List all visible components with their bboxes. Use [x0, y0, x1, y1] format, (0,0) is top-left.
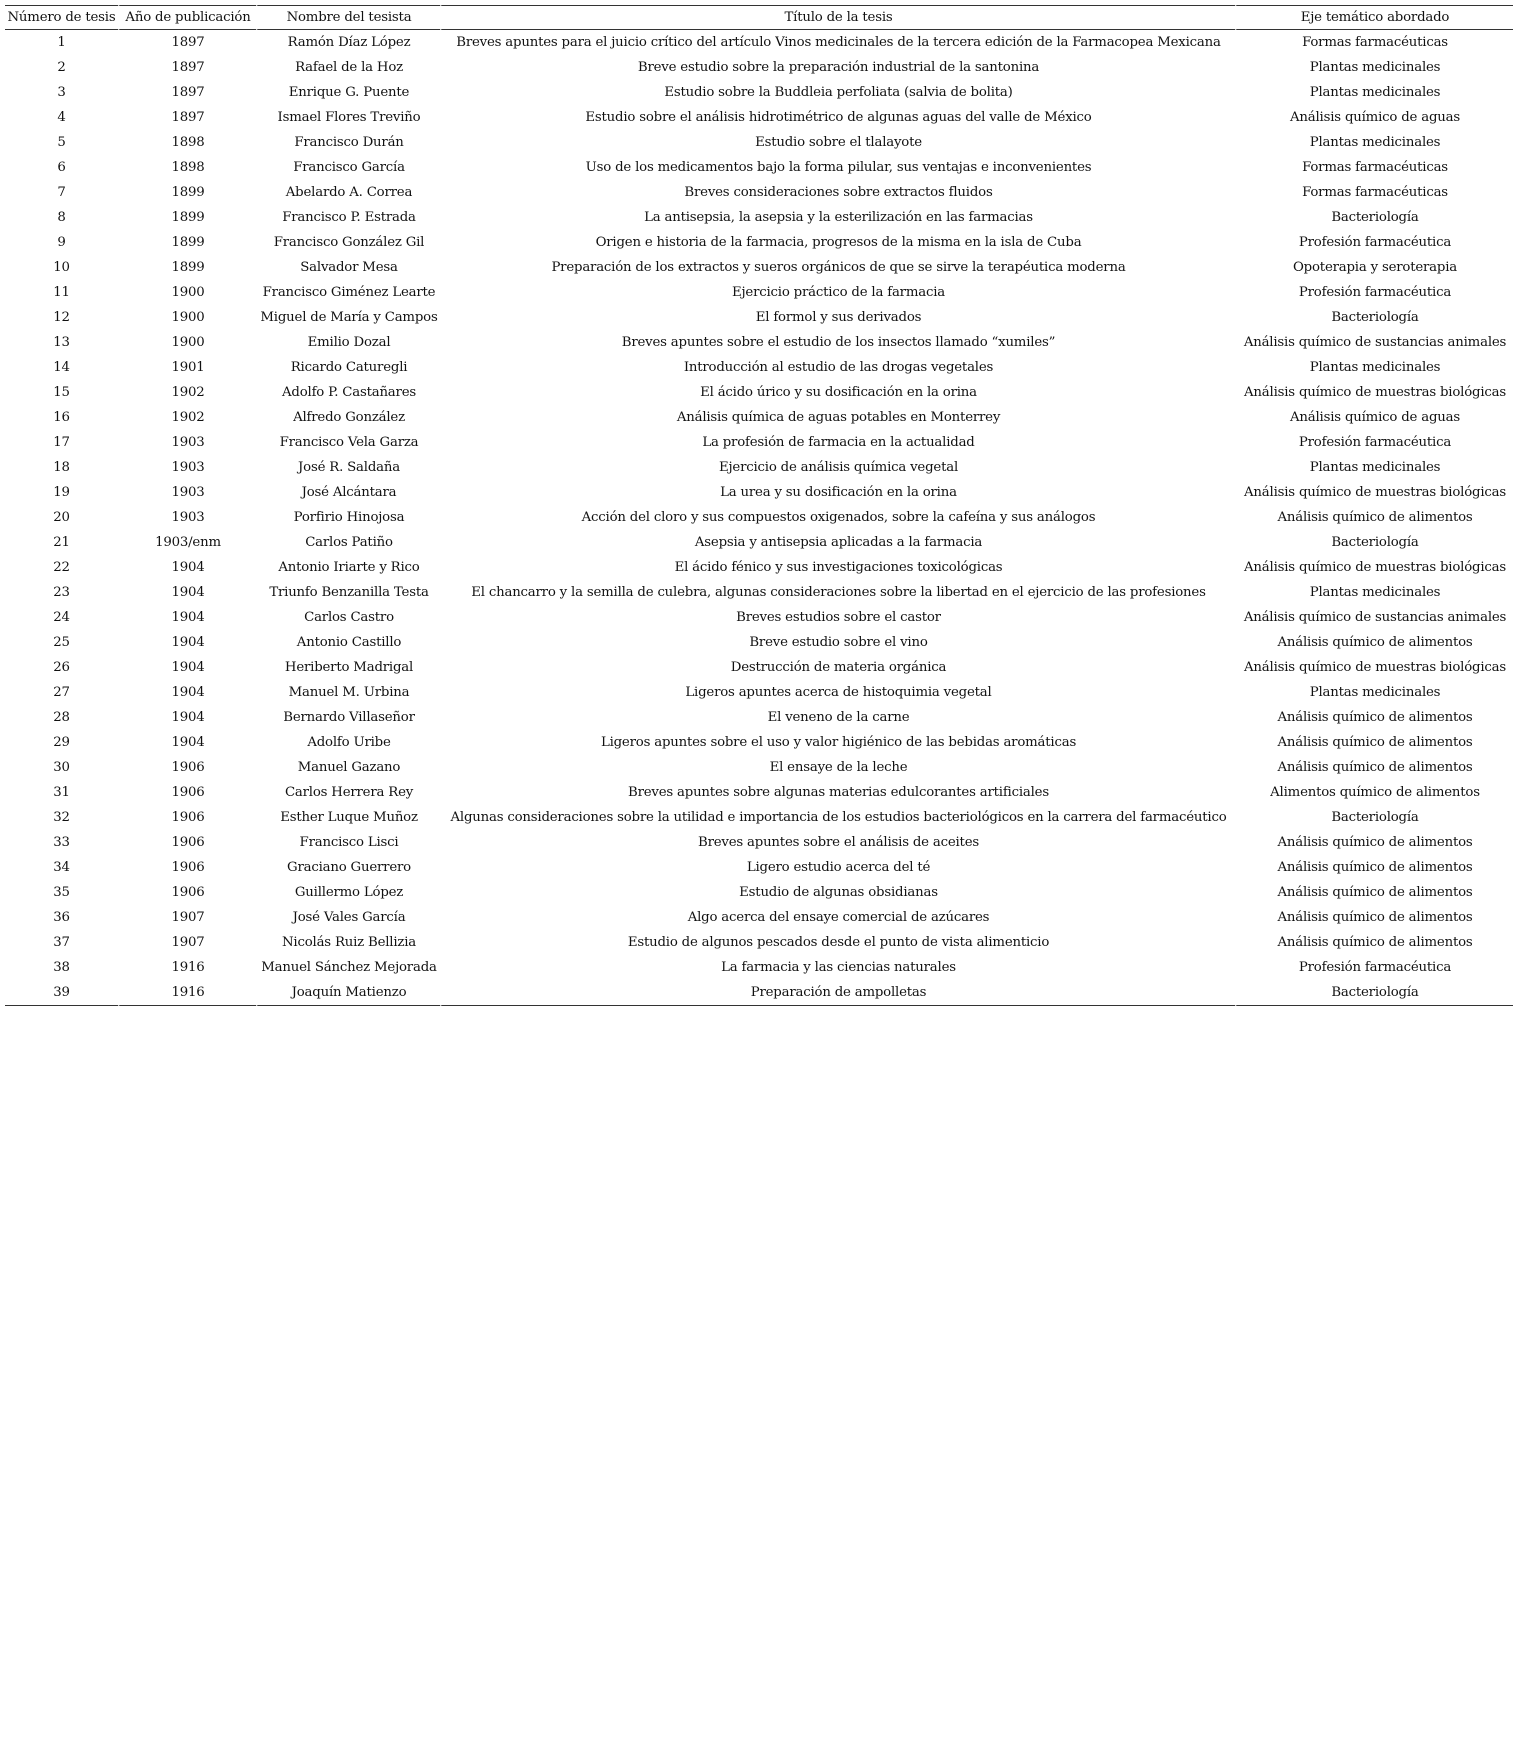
cell-thesis-title: La urea y su dosificación en la orina: [440, 480, 1235, 505]
cell-publication-year: 1902: [118, 405, 256, 430]
cell-author-name: Rafael de la Hoz: [256, 55, 440, 80]
cell-thesis-title: Estudio sobre el tlalayote: [440, 130, 1235, 155]
cell-publication-year: 1916: [118, 980, 256, 1006]
cell-thesis-number: 1: [57, 35, 66, 50]
cell-author-name: Francisco Durán: [256, 130, 440, 155]
cell-publication-year: 1899: [118, 180, 256, 205]
cell-thesis-title: La antisepsia, la asepsia y la esterilización en las farmacias: [440, 205, 1235, 230]
table-row: [5, 455, 1513, 480]
cell-thesis-number: 16: [53, 410, 70, 425]
table-row: [5, 305, 1513, 330]
cell-thesis-title: El ácido fénico y sus investigaciones toxicológicas: [440, 555, 1235, 580]
cell-author-name: Guillermo López: [256, 880, 440, 905]
cell-thesis-number: 12: [53, 310, 70, 325]
cell-thematic-axis: Análisis químico de alimentos: [1235, 930, 1513, 955]
cell-thematic-axis: Plantas medicinales: [1235, 355, 1513, 380]
cell-publication-year: 1903: [118, 455, 256, 480]
header-thematic-axis: Eje temático abordado: [1235, 5, 1513, 30]
table-row: [5, 505, 1513, 530]
cell-thematic-axis: Análisis químico de alimentos: [1235, 880, 1513, 905]
table-row: [5, 780, 1513, 805]
cell-publication-year: 1902: [118, 380, 256, 405]
cell-author-name: Adolfo Uribe: [256, 730, 440, 755]
cell-publication-year: 1903/enm: [118, 530, 256, 555]
cell-thesis-number: 38: [53, 960, 70, 975]
cell-thematic-axis: Alimentos químico de alimentos: [1235, 780, 1513, 805]
cell-thesis-number: 33: [53, 835, 70, 850]
cell-author-name: Manuel Sánchez Mejorada: [256, 955, 440, 980]
cell-thesis-number: 18: [53, 460, 70, 475]
header-author-name: Nombre del tesista: [256, 5, 440, 30]
cell-thematic-axis: Profesión farmacéutica: [1235, 230, 1513, 255]
cell-thematic-axis: Análisis químico de alimentos: [1235, 830, 1513, 855]
cell-publication-year: 1900: [118, 330, 256, 355]
cell-thematic-axis: Análisis químico de muestras biológicas: [1235, 555, 1513, 580]
table-row: [5, 830, 1513, 855]
cell-thematic-axis: Análisis químico de aguas: [1235, 105, 1513, 130]
cell-thesis-title: La profesión de farmacia en la actualidad: [440, 430, 1235, 455]
cell-publication-year: 1904: [118, 730, 256, 755]
cell-publication-year: 1916: [118, 955, 256, 980]
cell-thesis-title: Preparación de los extractos y sueros orgánicos de que se sirve la terapéutica moderna: [440, 255, 1235, 280]
cell-thematic-axis: Análisis químico de sustancias animales: [1235, 330, 1513, 355]
cell-thesis-number: 11: [53, 285, 70, 300]
cell-thematic-axis: Plantas medicinales: [1235, 580, 1513, 605]
cell-thesis-number: 30: [53, 760, 70, 775]
table-row: [5, 430, 1513, 455]
table-row: [5, 855, 1513, 880]
cell-thesis-title: Breves apuntes sobre el análisis de aceites: [440, 830, 1235, 855]
cell-thematic-axis: Plantas medicinales: [1235, 130, 1513, 155]
cell-thesis-title: Asepsia y antisepsia aplicadas a la farmacia: [440, 530, 1235, 555]
cell-thematic-axis: Plantas medicinales: [1235, 680, 1513, 705]
table-row: [5, 480, 1513, 505]
cell-author-name: Enrique G. Puente: [256, 80, 440, 105]
cell-thematic-axis: Formas farmacéuticas: [1235, 155, 1513, 180]
cell-author-name: José R. Saldaña: [256, 455, 440, 480]
cell-thesis-title: Estudio de algunas obsidianas: [440, 880, 1235, 905]
cell-thesis-number: 8: [57, 210, 66, 225]
cell-author-name: Abelardo A. Correa: [256, 180, 440, 205]
cell-thesis-number: 24: [53, 610, 70, 625]
cell-author-name: Joaquín Matienzo: [256, 980, 440, 1006]
cell-author-name: Francisco Vela Garza: [256, 430, 440, 455]
cell-thematic-axis: Profesión farmacéutica: [1235, 430, 1513, 455]
cell-thesis-title: Breves apuntes sobre el estudio de los insectos llamado “xumiles”: [440, 330, 1235, 355]
header-publication-year: Año de publicación: [118, 5, 256, 30]
cell-author-name: Antonio Castillo: [256, 630, 440, 655]
cell-thesis-title: Breves apuntes para el juicio crítico del artículo Vinos medicinales de la tercera edición de la Farmacopea Mexicana: [440, 30, 1235, 55]
cell-thesis-number: 7: [57, 185, 66, 200]
cell-publication-year: 1903: [118, 480, 256, 505]
cell-author-name: Emilio Dozal: [256, 330, 440, 355]
cell-publication-year: 1898: [118, 155, 256, 180]
cell-publication-year: 1906: [118, 880, 256, 905]
cell-thesis-number: 37: [53, 935, 70, 950]
cell-thematic-axis: Bacteriología: [1235, 805, 1513, 830]
cell-thematic-axis: Opoterapia y seroterapia: [1235, 255, 1513, 280]
table-body: [5, 30, 1513, 1006]
table-row: [5, 255, 1513, 280]
cell-thesis-number: 28: [53, 710, 70, 725]
cell-author-name: José Vales García: [256, 905, 440, 930]
table-row: [5, 730, 1513, 755]
cell-publication-year: 1906: [118, 830, 256, 855]
cell-author-name: Francisco Giménez Learte: [256, 280, 440, 305]
cell-publication-year: 1898: [118, 130, 256, 155]
cell-thesis-title: Algunas consideraciones sobre la utilidad e importancia de los estudios bacteriológicos en la carrera del farmacéutico: [440, 805, 1235, 830]
header-thesis-number: Número de tesis: [5, 5, 118, 30]
table-row: [5, 230, 1513, 255]
cell-publication-year: 1899: [118, 255, 256, 280]
cell-thesis-title: Destrucción de materia orgánica: [440, 655, 1235, 680]
cell-author-name: Graciano Guerrero: [256, 855, 440, 880]
table-row: [5, 930, 1513, 955]
table-row: [5, 555, 1513, 580]
table-row: [5, 705, 1513, 730]
cell-thesis-number: 36: [53, 910, 70, 925]
table-row: [5, 155, 1513, 180]
cell-thesis-title: El chancarro y la semilla de culebra, algunas consideraciones sobre la libertad en el ejercicio de las profesiones: [440, 580, 1235, 605]
cell-publication-year: 1903: [118, 505, 256, 530]
cell-publication-year: 1907: [118, 930, 256, 955]
cell-thematic-axis: Análisis químico de muestras biológicas: [1235, 380, 1513, 405]
table-header-row: [5, 5, 1513, 30]
table-row: [5, 405, 1513, 430]
cell-thesis-number: 22: [53, 560, 70, 575]
cell-thematic-axis: Plantas medicinales: [1235, 55, 1513, 80]
cell-thesis-title: Análisis química de aguas potables en Monterrey: [440, 405, 1235, 430]
cell-thematic-axis: Análisis químico de alimentos: [1235, 730, 1513, 755]
table-row: [5, 655, 1513, 680]
cell-thesis-title: El ensaye de la leche: [440, 755, 1235, 780]
cell-publication-year: 1897: [118, 80, 256, 105]
cell-thematic-axis: Formas farmacéuticas: [1235, 180, 1513, 205]
cell-publication-year: 1897: [118, 55, 256, 80]
cell-publication-year: 1899: [118, 230, 256, 255]
cell-thematic-axis: Profesión farmacéutica: [1235, 280, 1513, 305]
cell-thesis-number: 35: [53, 885, 70, 900]
cell-thesis-title: El formol y sus derivados: [440, 305, 1235, 330]
table-row: [5, 980, 1513, 1006]
cell-author-name: Carlos Herrera Rey: [256, 780, 440, 805]
cell-publication-year: 1904: [118, 630, 256, 655]
cell-author-name: Alfredo González: [256, 405, 440, 430]
cell-publication-year: 1906: [118, 755, 256, 780]
cell-author-name: Ricardo Caturegli: [256, 355, 440, 380]
cell-thesis-number: 6: [57, 160, 66, 175]
cell-author-name: Heriberto Madrigal: [256, 655, 440, 680]
table-row: [5, 605, 1513, 630]
cell-thesis-title: Estudio sobre el análisis hidrotimétrico de algunas aguas del valle de México: [440, 105, 1235, 130]
cell-thesis-number: 15: [53, 385, 70, 400]
cell-author-name: Francisco González Gil: [256, 230, 440, 255]
table-row: [5, 280, 1513, 305]
cell-thematic-axis: Análisis químico de muestras biológicas: [1235, 480, 1513, 505]
cell-thematic-axis: Plantas medicinales: [1235, 455, 1513, 480]
cell-thesis-number: 3: [57, 85, 66, 100]
cell-thematic-axis: Análisis químico de alimentos: [1235, 755, 1513, 780]
cell-author-name: Ramón Díaz López: [256, 30, 440, 55]
cell-thesis-number: 27: [53, 685, 70, 700]
cell-thesis-title: Breve estudio sobre la preparación industrial de la santonina: [440, 55, 1235, 80]
table-row: [5, 180, 1513, 205]
cell-publication-year: 1897: [118, 30, 256, 55]
cell-thesis-title: Estudio sobre la Buddleia perfoliata (salvia de bolita): [440, 80, 1235, 105]
table-row: [5, 380, 1513, 405]
cell-author-name: Manuel Gazano: [256, 755, 440, 780]
cell-author-name: Miguel de María y Campos: [256, 305, 440, 330]
cell-thesis-number: 17: [53, 435, 70, 450]
cell-thematic-axis: Bacteriología: [1235, 305, 1513, 330]
table-row: [5, 680, 1513, 705]
cell-thesis-number: 34: [53, 860, 70, 875]
thesis-table: [5, 5, 1513, 1006]
table-row: [5, 205, 1513, 230]
cell-thesis-title: El veneno de la carne: [440, 705, 1235, 730]
cell-author-name: Francisco Lisci: [256, 830, 440, 855]
cell-thesis-title: Introducción al estudio de las drogas vegetales: [440, 355, 1235, 380]
table-row: [5, 630, 1513, 655]
cell-author-name: Carlos Castro: [256, 605, 440, 630]
cell-author-name: Salvador Mesa: [256, 255, 440, 280]
table-row: [5, 30, 1513, 55]
cell-thesis-title: Origen e historia de la farmacia, progresos de la misma en la isla de Cuba: [440, 230, 1235, 255]
cell-publication-year: 1900: [118, 305, 256, 330]
table-row: [5, 880, 1513, 905]
cell-thesis-title: Acción del cloro y sus compuestos oxigenados, sobre la cafeína y sus análogos: [440, 505, 1235, 530]
cell-publication-year: 1907: [118, 905, 256, 930]
cell-thesis-number: 26: [53, 660, 70, 675]
cell-thematic-axis: Análisis químico de alimentos: [1235, 705, 1513, 730]
cell-thematic-axis: Plantas medicinales: [1235, 80, 1513, 105]
thesis-table-container: [5, 5, 1513, 1006]
cell-thematic-axis: Análisis químico de aguas: [1235, 405, 1513, 430]
cell-thematic-axis: Análisis químico de alimentos: [1235, 505, 1513, 530]
table-row: [5, 330, 1513, 355]
cell-thesis-number: 20: [53, 510, 70, 525]
cell-thesis-number: 10: [53, 260, 70, 275]
cell-thematic-axis: Bacteriología: [1235, 205, 1513, 230]
cell-publication-year: 1903: [118, 430, 256, 455]
cell-thesis-title: Ejercicio de análisis química vegetal: [440, 455, 1235, 480]
cell-thesis-title: Ligero estudio acerca del té: [440, 855, 1235, 880]
cell-author-name: Francisco P. Estrada: [256, 205, 440, 230]
cell-thesis-number: 13: [53, 335, 70, 350]
cell-author-name: Antonio Iriarte y Rico: [256, 555, 440, 580]
cell-thesis-title: Preparación de ampolletas: [440, 980, 1235, 1006]
cell-thematic-axis: Análisis químico de alimentos: [1235, 855, 1513, 880]
cell-thesis-number: 32: [53, 810, 70, 825]
cell-thesis-number: 31: [53, 785, 70, 800]
cell-publication-year: 1904: [118, 555, 256, 580]
cell-author-name: José Alcántara: [256, 480, 440, 505]
cell-thesis-title: Uso de los medicamentos bajo la forma pilular, sus ventajas e inconvenientes: [440, 155, 1235, 180]
cell-author-name: Manuel M. Urbina: [256, 680, 440, 705]
table-row: [5, 580, 1513, 605]
cell-thesis-number: 14: [53, 360, 70, 375]
cell-publication-year: 1904: [118, 655, 256, 680]
cell-thematic-axis: Análisis químico de sustancias animales: [1235, 605, 1513, 630]
cell-thesis-number: 23: [53, 585, 70, 600]
cell-author-name: Nicolás Ruiz Bellizia: [256, 930, 440, 955]
cell-author-name: Porfirio Hinojosa: [256, 505, 440, 530]
cell-thematic-axis: Bacteriología: [1235, 980, 1513, 1006]
table-row: [5, 530, 1513, 555]
cell-author-name: Esther Luque Muñoz: [256, 805, 440, 830]
cell-thesis-number: 21: [53, 535, 70, 550]
table-row: [5, 80, 1513, 105]
cell-thesis-number: 2: [57, 60, 66, 75]
cell-thesis-title: Breves apuntes sobre algunas materias edulcorantes artificiales: [440, 780, 1235, 805]
cell-publication-year: 1906: [118, 805, 256, 830]
cell-author-name: Carlos Patiño: [256, 530, 440, 555]
cell-thematic-axis: Análisis químico de alimentos: [1235, 905, 1513, 930]
cell-thematic-axis: Bacteriología: [1235, 530, 1513, 555]
table-row: [5, 55, 1513, 80]
cell-author-name: Francisco García: [256, 155, 440, 180]
cell-thematic-axis: Análisis químico de muestras biológicas: [1235, 655, 1513, 680]
table-row: [5, 130, 1513, 155]
cell-thesis-number: 5: [57, 135, 66, 150]
cell-thesis-title: Ejercicio práctico de la farmacia: [440, 280, 1235, 305]
cell-thesis-number: 29: [53, 735, 70, 750]
cell-publication-year: 1900: [118, 280, 256, 305]
cell-thesis-title: La farmacia y las ciencias naturales: [440, 955, 1235, 980]
cell-thesis-number: 4: [57, 110, 66, 125]
cell-publication-year: 1901: [118, 355, 256, 380]
cell-thesis-title: Ligeros apuntes sobre el uso y valor higiénico de las bebidas aromáticas: [440, 730, 1235, 755]
cell-thesis-title: Ligeros apuntes acerca de histoquimia vegetal: [440, 680, 1235, 705]
cell-thesis-number: 19: [53, 485, 70, 500]
header-thesis-title: Título de la tesis: [440, 5, 1235, 30]
table-row: [5, 905, 1513, 930]
cell-thesis-number: 9: [57, 235, 66, 250]
cell-publication-year: 1904: [118, 605, 256, 630]
table-row: [5, 805, 1513, 830]
cell-thematic-axis: Formas farmacéuticas: [1235, 30, 1513, 55]
cell-thematic-axis: Análisis químico de alimentos: [1235, 630, 1513, 655]
cell-publication-year: 1906: [118, 780, 256, 805]
cell-publication-year: 1904: [118, 580, 256, 605]
cell-thesis-title: Breves estudios sobre el castor: [440, 605, 1235, 630]
cell-author-name: Bernardo Villaseñor: [256, 705, 440, 730]
cell-publication-year: 1906: [118, 855, 256, 880]
cell-thematic-axis: Profesión farmacéutica: [1235, 955, 1513, 980]
table-row: [5, 755, 1513, 780]
cell-author-name: Adolfo P. Castañares: [256, 380, 440, 405]
cell-thesis-title: Breve estudio sobre el vino: [440, 630, 1235, 655]
table-row: [5, 105, 1513, 130]
cell-author-name: Ismael Flores Treviño: [256, 105, 440, 130]
cell-publication-year: 1899: [118, 205, 256, 230]
cell-thesis-title: Breves consideraciones sobre extractos fluidos: [440, 180, 1235, 205]
cell-publication-year: 1904: [118, 705, 256, 730]
cell-thesis-title: Algo acerca del ensaye comercial de azúcares: [440, 905, 1235, 930]
cell-publication-year: 1904: [118, 680, 256, 705]
cell-author-name: Triunfo Benzanilla Testa: [256, 580, 440, 605]
cell-thesis-number: 39: [5, 980, 118, 1006]
table-row: [5, 955, 1513, 980]
cell-thesis-title: Estudio de algunos pescados desde el punto de vista alimenticio: [440, 930, 1235, 955]
cell-publication-year: 1897: [118, 105, 256, 130]
cell-thesis-title: El ácido úrico y su dosificación en la orina: [440, 380, 1235, 405]
cell-thesis-number: 25: [53, 635, 70, 650]
table-row: [5, 355, 1513, 380]
